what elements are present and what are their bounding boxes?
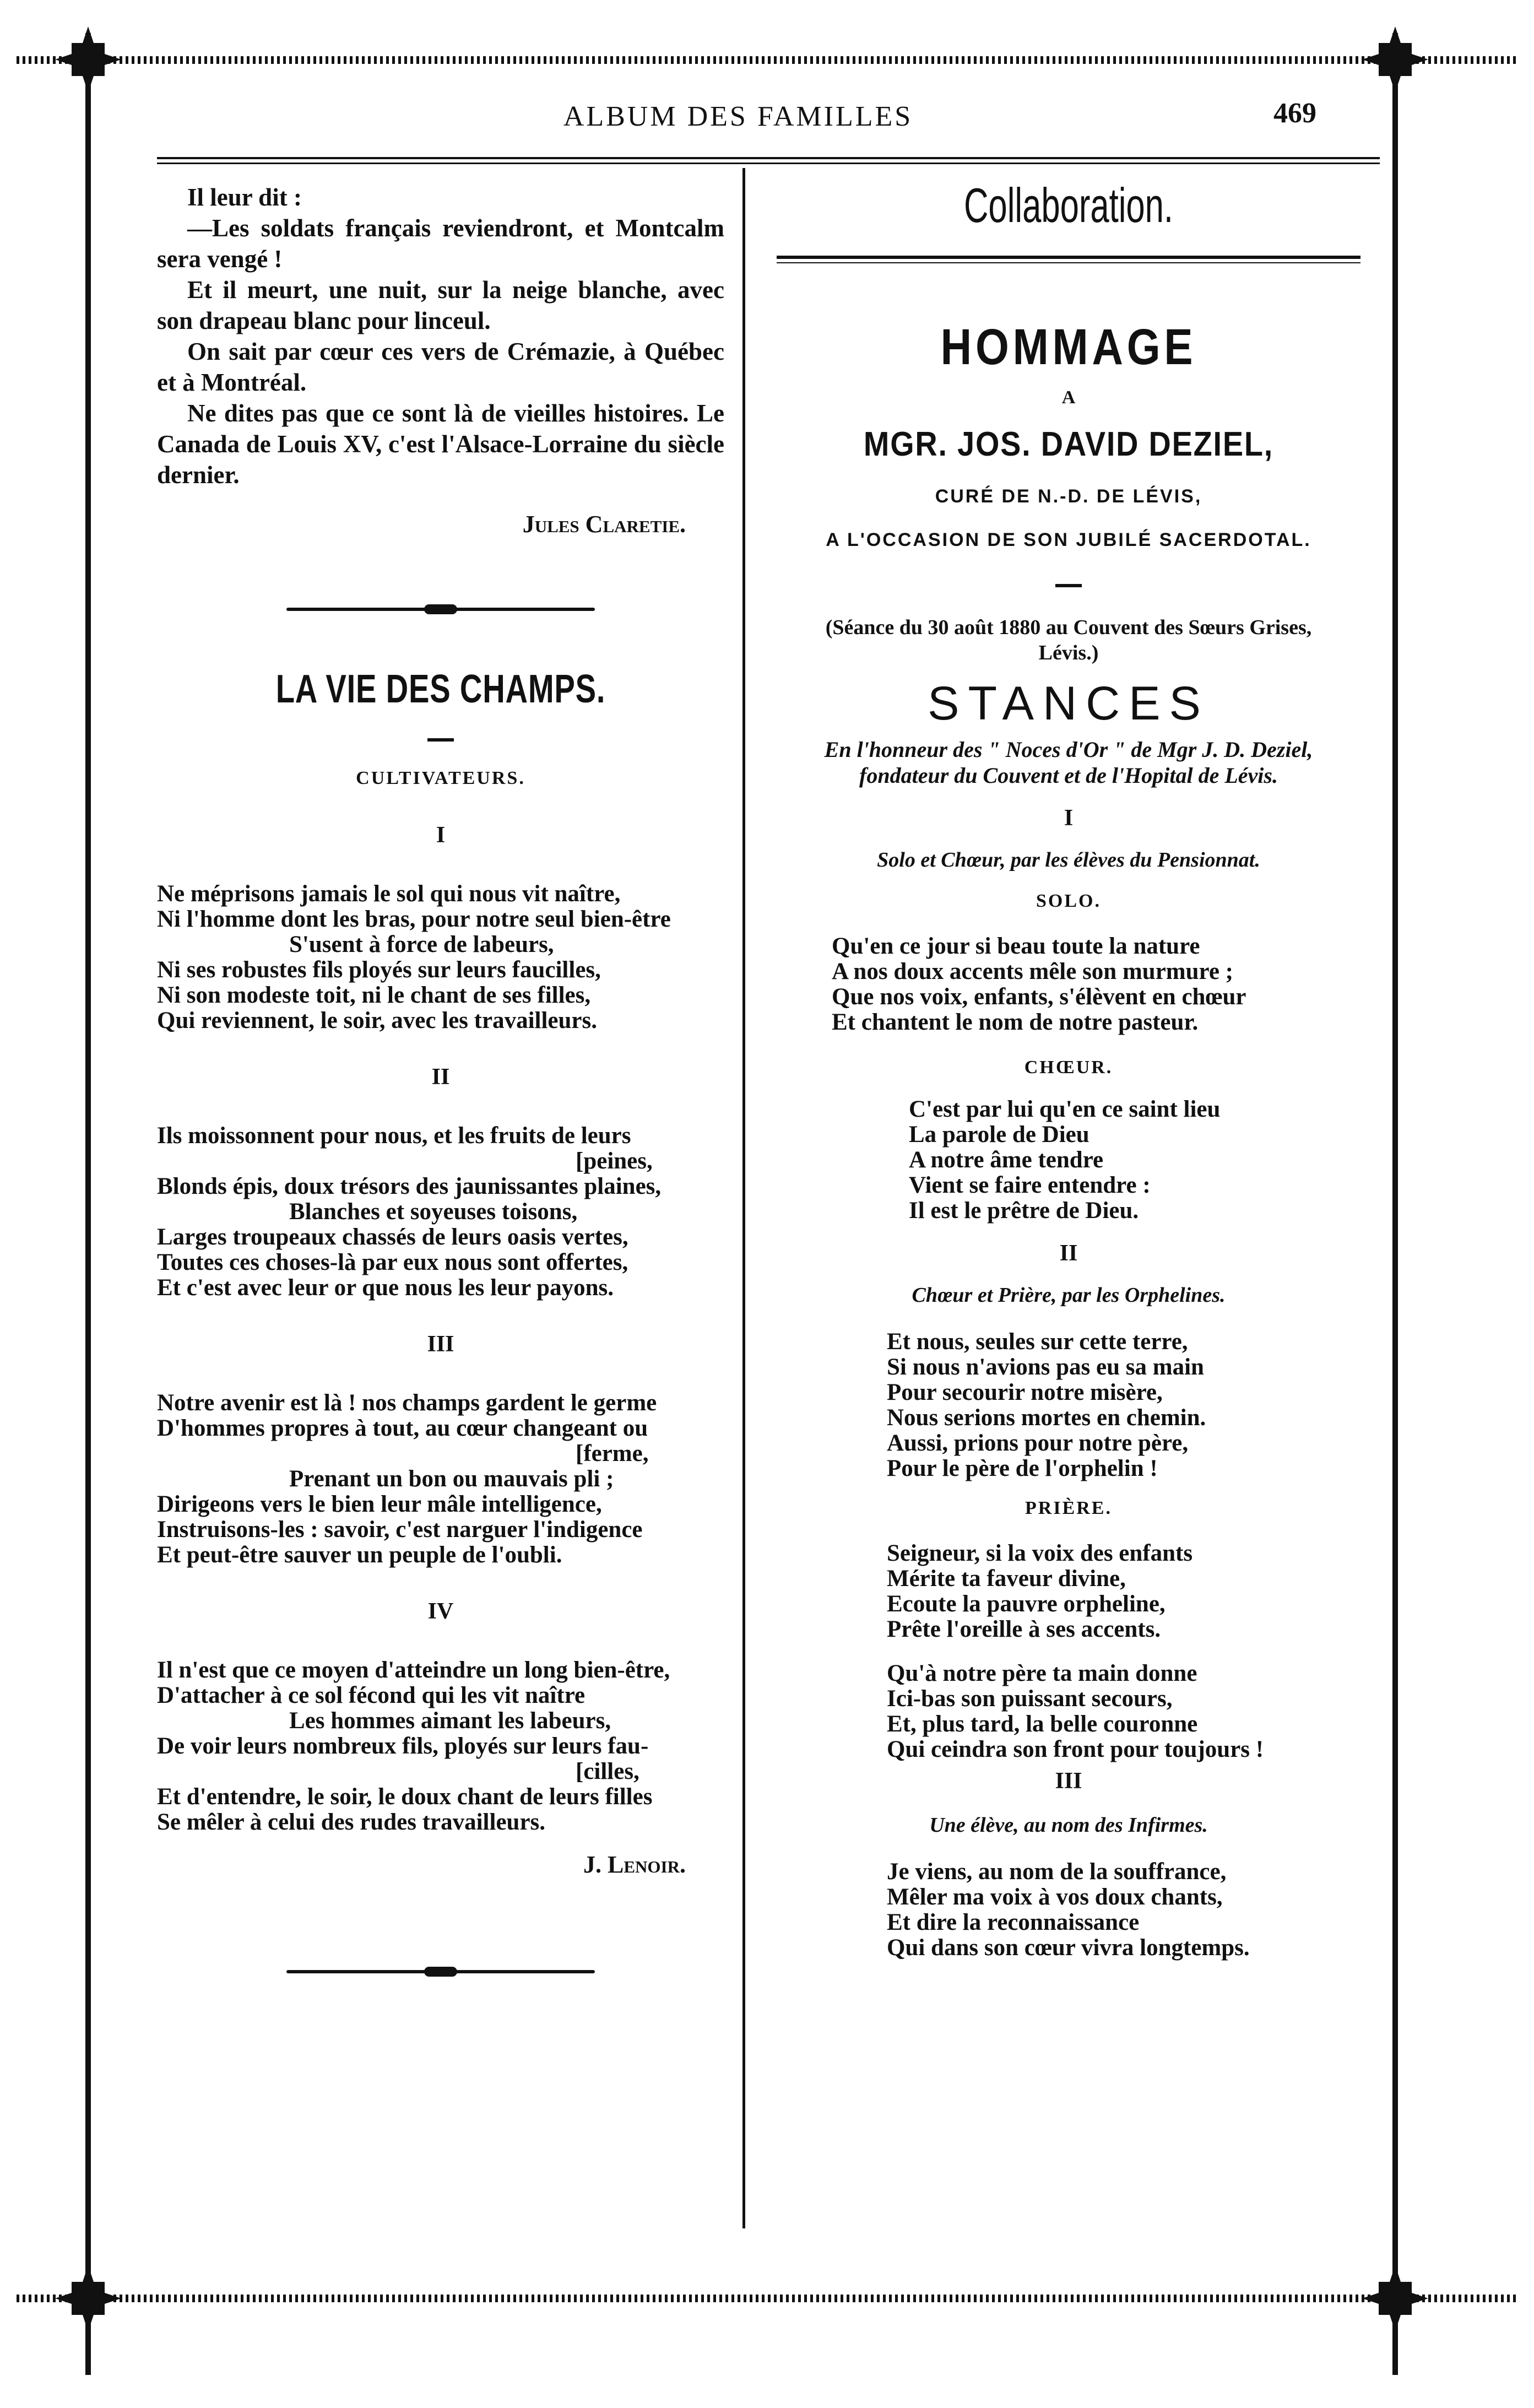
section-heading: Collaboration. xyxy=(963,178,1174,232)
article-end-prose xyxy=(157,182,724,490)
verse-line: Il n'est que ce moyen d'atteindre un long bien-être, xyxy=(157,1657,670,1683)
verse-line: La parole de Dieu xyxy=(909,1122,1089,1148)
verse-line: Instruisons-les : savoir, c'est narguer l'indigence xyxy=(157,1517,643,1543)
verse-line: Que nos voix, enfants, s'élèvent en chœur xyxy=(832,984,1246,1010)
verse-line: [ferme, xyxy=(576,1441,649,1467)
section-rule xyxy=(777,256,1360,263)
part-note: Chœur et Prière, par les Orphelines. xyxy=(912,1284,1226,1307)
corner-ornament-icon xyxy=(1362,2265,1428,2331)
paragraph: On sait par cœur ces vers de Crémazie, à Québec et à Montréal. xyxy=(157,338,724,396)
right-column xyxy=(777,178,1360,1961)
stanza-numeral: II xyxy=(431,1064,450,1090)
part-numeral: II xyxy=(1059,1241,1078,1266)
paragraph: Et il meurt, une nuit, sur la neige blanche, avec son drapeau blanc pour linceul. xyxy=(157,276,724,334)
verse-line: Notre avenir est là ! nos champs gardent le germe xyxy=(157,1390,657,1416)
page-header xyxy=(160,94,1316,138)
verse-line: Et peut-être sauver un peuple de l'oubli. xyxy=(157,1542,562,1568)
verse-line: Qui reviennent, le soir, avec les travailleurs. xyxy=(157,1008,597,1033)
verse-line: Se mêler à celui des rudes travailleurs. xyxy=(157,1809,546,1835)
verse-line: Pour le père de l'orphelin ! xyxy=(887,1455,1158,1481)
frame-top-border xyxy=(17,56,1517,64)
dash-rule xyxy=(427,738,454,742)
part-note: Une élève, au nom des Infirmes. xyxy=(929,1814,1208,1837)
verse-line: Qui dans son cœur vivra longtemps. xyxy=(887,1935,1250,1961)
corner-ornament-icon xyxy=(55,2265,121,2331)
stanza xyxy=(157,1123,724,1301)
verse-line: Qu'à notre père ta main donne xyxy=(887,1660,1197,1686)
verse-line: Prête l'oreille à ses accents. xyxy=(887,1616,1161,1642)
verse-line: Et, plus tard, la belle couronne xyxy=(887,1711,1198,1737)
verse-line: Ni l'homme dont les bras, pour notre seul bien-être xyxy=(157,906,671,932)
stanza xyxy=(777,1329,1360,1481)
paragraph: Il leur dit : xyxy=(187,183,302,211)
part-numeral: I xyxy=(1064,805,1074,831)
ornament-rule xyxy=(286,604,595,614)
verse-line: Blanches et soyeuses toisons, xyxy=(289,1199,578,1225)
seance-line: (Séance du 30 août 1880 au Couvent des Sœurs Grises, Lévis.) xyxy=(825,616,1312,664)
verse-line: D'attacher à ce sol fécond qui les vit naître xyxy=(157,1682,586,1708)
stances-title: STANCES xyxy=(928,677,1210,730)
stanza xyxy=(777,1097,1360,1224)
poem-title: LA VIE DES CHAMPS. xyxy=(275,667,606,711)
verse-line: Et nous, seules sur cette terre, xyxy=(887,1329,1188,1355)
verse-line: Ecoute la pauvre orpheline, xyxy=(887,1591,1166,1617)
ornament-rule xyxy=(286,1967,595,1977)
verse-line: Blonds épis, doux trésors des jaunissantes plaines, xyxy=(157,1173,662,1199)
stanza xyxy=(157,881,724,1033)
occasion-line: A L'OCCASION DE SON JUBILÉ SACERDOTAL. xyxy=(826,529,1311,550)
verse-line: Ne méprisons jamais le sol qui nous vit naître, xyxy=(157,881,621,907)
stanza xyxy=(777,1541,1360,1642)
frame-right-border xyxy=(1392,33,1398,2375)
paragraph: Ne dites pas que ce sont là de vieilles histoires. Le Canada de Louis XV, c'est l'Alsace-Lorraine du siècle dernier. xyxy=(157,399,724,489)
verse-line: Et dire la reconnaissance xyxy=(887,1909,1140,1935)
stanza xyxy=(777,934,1360,1035)
verse-line: C'est par lui qu'en ce saint lieu xyxy=(909,1096,1221,1122)
stanza-numeral: IV xyxy=(427,1599,454,1624)
verse-line: A notre âme tendre xyxy=(909,1147,1104,1173)
stanza xyxy=(157,1390,724,1568)
frame-left-border xyxy=(85,33,91,2375)
verse-line: Qu'en ce jour si beau toute la nature xyxy=(832,933,1200,959)
stanza-numeral: III xyxy=(427,1332,454,1357)
verse-line: Les hommes aimant les labeurs, xyxy=(289,1708,611,1734)
verse-line: Larges troupeaux chassés de leurs oasis vertes, xyxy=(157,1224,628,1250)
verse-line: Vient se faire entendre : xyxy=(909,1172,1151,1198)
verse-line: S'usent à force de labeurs, xyxy=(289,932,554,957)
verse-line: De voir leurs nombreux fils, ployés sur leurs fau- xyxy=(157,1733,649,1759)
dedication-line: En l'honneur des " Noces d'Or " de Mgr J. D. Deziel, xyxy=(824,737,1313,762)
corner-ornament-icon xyxy=(1362,26,1428,93)
verse-line: A nos doux accents mêle son murmure ; xyxy=(832,959,1233,984)
verse-line: Si nous n'avions pas eu sa main xyxy=(887,1354,1204,1380)
verse-line: Et c'est avec leur or que nous les leur payons. xyxy=(157,1275,614,1301)
verse-line: Il est le prêtre de Dieu. xyxy=(909,1198,1139,1224)
cure-line: CURÉ DE N.-D. DE LÉVIS, xyxy=(935,486,1202,507)
part-numeral: III xyxy=(1055,1768,1082,1794)
verse-line: Aussi, prions pour notre père, xyxy=(887,1430,1189,1456)
stanza xyxy=(157,1658,724,1835)
dash-rule xyxy=(1055,584,1082,587)
part-note: Solo et Chœur, par les élèves du Pensionnat. xyxy=(877,848,1260,872)
verse-line: Dirigeons vers le bien leur mâle intelligence, xyxy=(157,1491,602,1517)
a-line: A xyxy=(1061,387,1076,408)
verse-line: Mérite ta faveur divine, xyxy=(887,1566,1126,1592)
verse-line: Prenant un bon ou mauvais pli ; xyxy=(289,1466,614,1492)
verse-line: Et d'entendre, le soir, le doux chant de leurs filles xyxy=(157,1784,653,1810)
verse-line: Ni ses robustes fils ployés sur leurs faucilles, xyxy=(157,957,601,983)
verse-line: Mêler ma voix à vos doux chants, xyxy=(887,1884,1223,1910)
verse-line: Qui ceindra son front pour toujours ! xyxy=(887,1736,1264,1762)
recipient-name: MGR. JOS. DAVID DEZIEL, xyxy=(863,425,1274,463)
stanza xyxy=(777,1859,1360,1961)
verse-line: Ils moissonnent pour nous, et les fruits de leurs xyxy=(157,1123,631,1149)
paragraph: —Les soldats français reviendront, et Montcalm sera vengé ! xyxy=(157,214,724,273)
signature: J. Lenoir. xyxy=(583,1851,686,1878)
verse-line: Nous serions mortes en chemin. xyxy=(887,1405,1206,1431)
verse-line: [cilles, xyxy=(576,1758,639,1784)
signature: Jules Claretie. xyxy=(522,511,686,538)
corner-ornament-icon xyxy=(55,26,121,93)
verse-line: Pour secourir notre misère, xyxy=(887,1379,1163,1405)
verse-line: Ici-bas son puissant secours, xyxy=(887,1686,1173,1712)
poem-subtitle: CULTIVATEURS. xyxy=(356,768,525,788)
header-rule xyxy=(157,157,1380,164)
frame-bottom-border xyxy=(17,2295,1517,2302)
dedication-line: fondateur du Couvent et de l'Hopital de Lévis. xyxy=(859,763,1278,788)
verse-line: Et chantent le nom de notre pasteur. xyxy=(832,1009,1199,1035)
priere-label: PRIÈRE. xyxy=(1025,1498,1112,1518)
stanza-numeral: I xyxy=(436,822,446,848)
column-divider xyxy=(742,168,745,2228)
solo-label: SOLO. xyxy=(1036,891,1101,911)
verse-line: Seigneur, si la voix des enfants xyxy=(887,1540,1193,1566)
left-column xyxy=(157,182,724,1977)
hommage-title: HOMMAGE xyxy=(940,319,1197,375)
verse-line: [peines, xyxy=(576,1148,653,1174)
running-title: ALBUM DES FAMILLES xyxy=(563,101,913,132)
stanza xyxy=(777,1661,1360,1762)
verse-line: D'hommes propres à tout, au cœur changeant ou xyxy=(157,1415,648,1441)
verse-line: Je viens, au nom de la souffrance, xyxy=(887,1859,1227,1885)
page-number: 469 xyxy=(1273,98,1316,129)
choeur-label: CHŒUR. xyxy=(1024,1057,1113,1078)
verse-line: Ni son modeste toit, ni le chant de ses filles, xyxy=(157,982,591,1008)
verse-line: Toutes ces choses-là par eux nous sont offertes, xyxy=(157,1249,628,1275)
